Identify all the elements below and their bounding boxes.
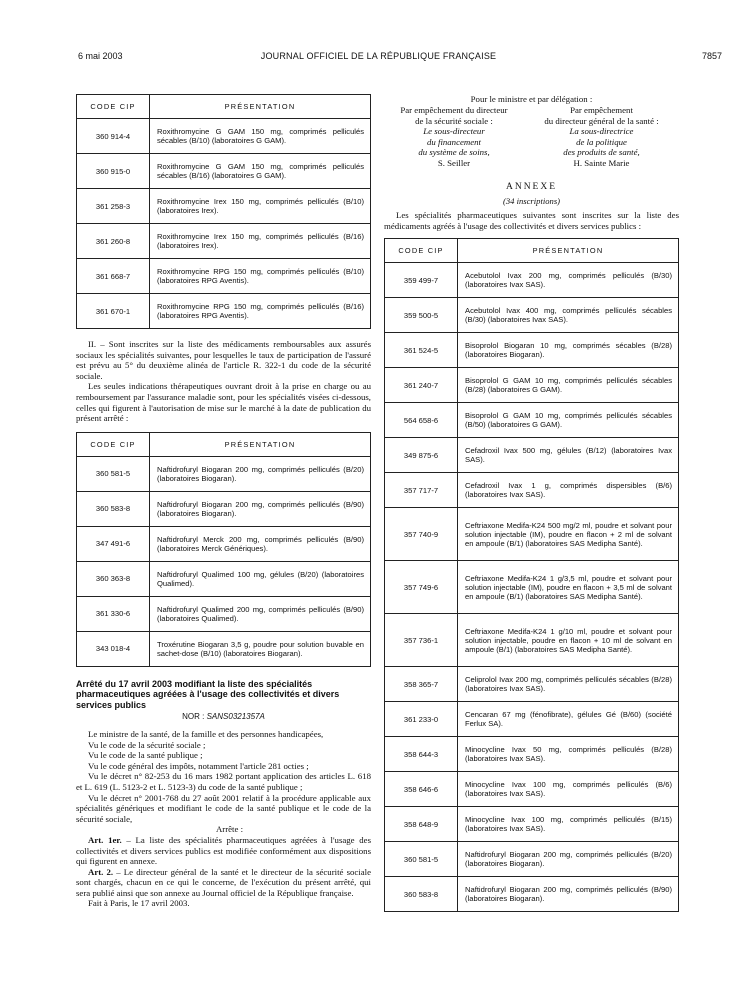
arrete-paragraph: Vu le code de la santé publique ;	[88, 750, 203, 761]
cip-code-cell: 361 240-7	[385, 368, 458, 403]
cip-code-cell: 359 500-5	[385, 298, 458, 333]
cip-code-cell: 360 583-8	[385, 877, 458, 912]
presentation-cell: Minocycline Ivax 100 mg, comprimés pelliculés (B/6) (laboratoires Ivax SAS).	[458, 772, 679, 807]
cip-code-cell: 358 646-6	[385, 772, 458, 807]
cip-code-cell: 361 330-6	[77, 596, 150, 631]
annexe-inscriptions: (34 inscriptions)	[502, 196, 561, 206]
table-row	[385, 772, 679, 807]
signature-right-line: de la politique	[576, 136, 627, 147]
signature-right-line: La sous-directrice	[569, 126, 634, 137]
presentation-cell: Bisoprolol G GAM 10 mg, comprimés pelliculés sécables (B/28) (laboratoires G GAM).	[458, 368, 679, 403]
table-row	[385, 368, 679, 403]
annexe-intro: Les spécialités pharmaceutiques suivantes sont inscrites sur la liste des médicaments agréés à l'usage des collectivités et divers services publics :	[384, 210, 679, 231]
table-row	[77, 119, 371, 154]
signature-right-line: Par empêchement	[570, 105, 633, 115]
presentation-cell: Minocycline Ivax 50 mg, comprimés pelliculés (B/28) (laboratoires Ivax SAS).	[458, 737, 679, 772]
left-column	[76, 94, 371, 909]
cip-code-cell: 360 915-0	[77, 154, 150, 189]
cip-code-cell: 360 583-8	[77, 491, 150, 526]
presentation-cell: Naftidrofuryl Qualimed 200 mg, comprimés pelliculés (B/90) (laboratoires Qualimed).	[150, 596, 371, 631]
table-row	[77, 596, 371, 631]
cip-code-cell: 564 658-6	[385, 403, 458, 438]
cip-code-cell: 357 717-7	[385, 473, 458, 508]
cip-code-cell: 349 875-6	[385, 438, 458, 473]
table-row	[77, 456, 371, 491]
cip-code-cell: 361 524-5	[385, 333, 458, 368]
signature-intro: Pour le ministre et par délégation :	[470, 94, 593, 104]
table-row	[385, 877, 679, 912]
col-header-presentation: PRÉSENTATION	[458, 239, 679, 263]
article-2	[76, 867, 371, 899]
presentation-cell: Bisoprolol Biogaran 10 mg, comprimés sécables (B/28) (laboratoires Biogaran).	[458, 333, 679, 368]
table-row	[77, 294, 371, 329]
presentation-cell: Bisoprolol G GAM 10 mg, comprimés pelliculés sécables (B/50) (laboratoires G GAM).	[458, 403, 679, 438]
presentation-cell: Acebutolol Ivax 200 mg, comprimés pelliculés (B/30) (laboratoires Ivax SAS).	[458, 263, 679, 298]
signature-left-line: Le sous-directeur	[423, 126, 485, 137]
journal-title: JOURNAL OFFICIEL DE LA RÉPUBLIQUE FRANÇAISE	[260, 51, 497, 61]
table-annexe	[384, 238, 679, 912]
article-2-label: Art. 2.	[88, 866, 114, 877]
table-row	[385, 614, 679, 667]
nor-reference	[76, 712, 371, 721]
presentation-cell: Naftidrofuryl Qualimed 100 mg, gélules (B/20) (laboratoires Qualimed).	[150, 561, 371, 596]
cip-code-cell: 358 644-3	[385, 737, 458, 772]
nor-label: NOR :	[182, 711, 205, 721]
presentation-cell: Acebutolol Ivax 400 mg, comprimés pelliculés sécables (B/30) (laboratoires Ivax SAS).	[458, 298, 679, 333]
col-header-presentation: PRÉSENTATION	[150, 432, 371, 456]
cip-code-cell: 361 258-3	[77, 189, 150, 224]
presentation-cell: Cencaran 67 mg (fénofibrate), gélules Gé (B/60) (société Ferlux SA).	[458, 702, 679, 737]
table-row	[77, 631, 371, 666]
arrete-paragraph: Vu le code général des impôts, notamment l'article 281 octies ;	[88, 760, 309, 771]
right-column	[384, 94, 679, 912]
table-row	[385, 842, 679, 877]
paragraph-indications: Les seules indications thérapeutiques ouvrant droit à la prise en charge ou au remboursement par l'assurance maladie sont, pour les spécialités visées ci-dessous, celles qui figurent à l'autorisation de mise sur le marché à la date de publication du présent arrêté :	[76, 381, 371, 424]
cip-code-cell: 357 736-1	[385, 614, 458, 667]
article-2-text: – Le directeur général de la santé et le directeur de la sécurité sociale sont chargés, chacun en ce qui le concerne, de l'exécution du présent arrêté, qui sera publié ainsi que son annexe au Journal officiel de la République française.	[76, 866, 371, 898]
table-row	[385, 737, 679, 772]
arrete-paragraph: Arrête :	[215, 824, 244, 835]
table-row	[385, 473, 679, 508]
table-roxithromycine	[76, 94, 371, 329]
presentation-cell: Cefadroxil Ivax 500 mg, gélules (B/12) (laboratoires Ivax SAS).	[458, 438, 679, 473]
fait-a-paris: Fait à Paris, le 17 avril 2003.	[88, 898, 190, 909]
signature-right-name: H. Sainte Marie	[573, 157, 630, 168]
presentation-cell: Celiprolol Ivax 200 mg, comprimés pelliculés sécables (B/28) (laboratoires Ivax SAS).	[458, 667, 679, 702]
table-naftidrofuryl	[76, 432, 371, 667]
cip-code-cell: 361 233-0	[385, 702, 458, 737]
table-row	[385, 263, 679, 298]
presentation-cell: Roxithromycine RPG 150 mg, comprimés pelliculés (B/16) (laboratoires RPG Aventis).	[150, 294, 371, 329]
article-1-text: – La liste des spécialités pharmaceutiques agréées à l'usage des collectivités et divers services publics est modifiée conformément aux dispositions qui figurent en annexe.	[76, 834, 371, 867]
table-row	[77, 259, 371, 294]
table-row	[385, 403, 679, 438]
presentation-cell: Ceftriaxone Medifa-K24 1 g/3,5 ml, poudre et solvant pour solution injectable (IM), poudre en flacon + 3,5 ml de solvant en ampoule (B/1) (laboratoires SAS Medipha Santé).	[458, 561, 679, 614]
table-row	[385, 438, 679, 473]
signature-right-line: des produits de santé,	[563, 147, 640, 158]
presentation-cell: Naftidrofuryl Biogaran 200 mg, comprimés pelliculés (B/20) (laboratoires Biogaran).	[150, 456, 371, 491]
cip-code-cell: 358 365-7	[385, 667, 458, 702]
presentation-cell: Roxithromycine Irex 150 mg, comprimés pelliculés (B/16) (laboratoires Irex).	[150, 224, 371, 259]
signature-right	[524, 105, 679, 169]
table-row	[77, 224, 371, 259]
col-header-code: CODE CIP	[77, 432, 150, 456]
signature-left	[384, 105, 524, 169]
paragraph-ii: II. – Sont inscrites sur la liste des médicaments remboursables aux assurés sociaux les spécialités suivantes, pour lesquelles le taux de participation de l'assuré est prévu au 5° du deuxième alinéa de l'article R. 322-1 du code de la sécurité sociale.	[76, 339, 371, 381]
presentation-cell: Naftidrofuryl Biogaran 200 mg, comprimés pelliculés (B/90) (laboratoires Biogaran).	[458, 877, 679, 912]
arrete-title: Arrêté du 17 avril 2003 modifiant la liste des spécialités pharmaceutiques agréées à l'usage des collectivités et divers services publics	[76, 678, 340, 710]
arrete-paragraph: Le ministre de la santé, de la famille et des personnes handicapées,	[88, 728, 324, 739]
table-row	[385, 561, 679, 614]
table-row	[77, 491, 371, 526]
cip-code-cell: 357 740-9	[385, 508, 458, 561]
signature-left-line: du système de soins,	[418, 147, 490, 158]
nor-code: SANS0321357A	[206, 711, 265, 721]
article-1-label: Art. 1er.	[88, 834, 122, 845]
presentation-cell: Roxithromycine G GAM 150 mg, comprimés pelliculés sécables (B/10) (laboratoires G GAM).	[150, 119, 371, 154]
presentation-cell: Roxithromycine RPG 150 mg, comprimés pelliculés (B/10) (laboratoires RPG Aventis).	[150, 259, 371, 294]
arrete-paragraph: Vu le code de la sécurité sociale ;	[88, 739, 206, 750]
signature-block	[384, 94, 679, 174]
presentation-cell: Naftidrofuryl Biogaran 200 mg, comprimés pelliculés (B/20) (laboratoires Biogaran).	[458, 842, 679, 877]
arrete-paragraph: Vu le décret n° 2001-768 du 27 août 2001 relatif à la procédure applicable aux spécialités génériques et modifiant le code de la santé publique et le code de la sécurité sociale,	[76, 792, 371, 824]
article-1	[76, 835, 371, 867]
page-header	[78, 51, 722, 65]
cip-code-cell: 361 670-1	[77, 294, 150, 329]
cip-code-cell: 358 648-9	[385, 807, 458, 842]
signature-right-line: du directeur général de la santé :	[544, 115, 659, 126]
table-row	[385, 508, 679, 561]
cip-code-cell: 360 581-5	[385, 842, 458, 877]
cip-code-cell: 359 499-7	[385, 263, 458, 298]
header-date: 6 mai 2003	[78, 51, 123, 61]
cip-code-cell: 361 260-8	[77, 224, 150, 259]
annexe-title: ANNEXE	[505, 182, 558, 192]
presentation-cell: Ceftriaxone Medifa-K24 1 g/10 ml, poudre et solvant pour solution injectable, poudre en flacon + 10 ml de solvant en ampoule (B/1) (laboratoires SAS Medipha Santé).	[458, 614, 679, 667]
table-row	[385, 702, 679, 737]
arrete-body	[76, 729, 371, 835]
presentation-cell: Troxérutine Biogaran 3,5 g, poudre pour solution buvable en sachet-dose (B/10) (laboratoires Biogaran).	[150, 631, 371, 666]
table-row	[385, 333, 679, 368]
arrete-paragraph: Vu le décret n° 82-253 du 16 mars 1982 portant application des articles L. 618 et L. 619 (L. 5123-2 et L. 5123-3) du code de la santé publique ;	[76, 771, 371, 792]
cip-code-cell: 360 581-5	[77, 456, 150, 491]
cip-code-cell: 360 363-8	[77, 561, 150, 596]
cip-code-cell: 347 491-6	[77, 526, 150, 561]
col-header-presentation: PRÉSENTATION	[150, 95, 371, 119]
signature-left-line: de la sécurité sociale :	[415, 115, 493, 126]
presentation-cell: Ceftriaxone Medifa-K24 500 mg/2 ml, poudre et solvant pour solution injectable (IM), poudre en flacon + 2 ml de solvant en ampoule (B/1) (laboratoires SAS Medipha Santé).	[458, 508, 679, 561]
table-row	[385, 667, 679, 702]
signature-left-line: Par empêchement du directeur	[400, 105, 508, 115]
cip-code-cell: 361 668-7	[77, 259, 150, 294]
col-header-code: CODE CIP	[385, 239, 458, 263]
table-row	[77, 526, 371, 561]
presentation-cell: Naftidrofuryl Merck 200 mg, comprimés pelliculés (B/90) (laboratoires Merck Génériques).	[150, 526, 371, 561]
presentation-cell: Cefadroxil Ivax 1 g, comprimés dispersibles (B/6) (laboratoires Ivax SAS).	[458, 473, 679, 508]
cip-code-cell: 357 749-6	[385, 561, 458, 614]
col-header-code: CODE CIP	[77, 95, 150, 119]
page-number: 7857	[701, 51, 722, 61]
table-row	[385, 807, 679, 842]
table-row	[385, 298, 679, 333]
table-row	[77, 189, 371, 224]
cip-code-cell: 343 018-4	[77, 631, 150, 666]
table-row	[77, 154, 371, 189]
presentation-cell: Naftidrofuryl Biogaran 200 mg, comprimés pelliculés (B/90) (laboratoires Biogaran).	[150, 491, 371, 526]
table-row	[77, 561, 371, 596]
signature-left-name: S. Seiller	[437, 157, 471, 168]
presentation-cell: Roxithromycine G GAM 150 mg, comprimés pelliculés sécables (B/16) (laboratoires G GAM).	[150, 154, 371, 189]
cip-code-cell: 360 914-4	[77, 119, 150, 154]
signature-left-line: du financement	[427, 136, 481, 147]
presentation-cell: Roxithromycine Irex 150 mg, comprimés pelliculés (B/10) (laboratoires Irex).	[150, 189, 371, 224]
presentation-cell: Minocycline Ivax 100 mg, comprimés pelliculés (B/15) (laboratoires Ivax SAS).	[458, 807, 679, 842]
